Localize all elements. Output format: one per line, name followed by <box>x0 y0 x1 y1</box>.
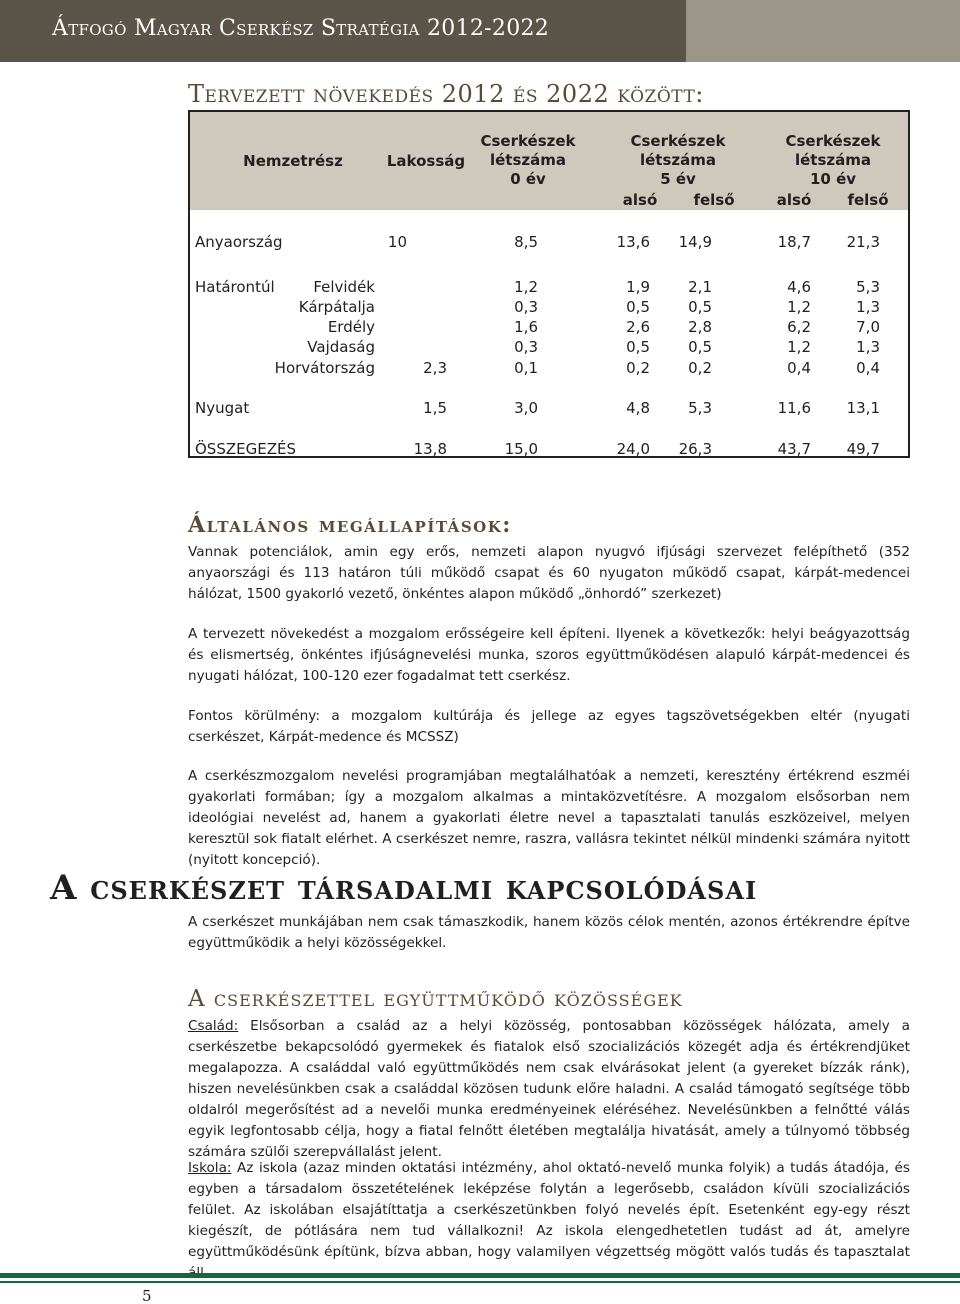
table-header <box>190 112 908 210</box>
col-scouts-10-line2: létszáma <box>794 151 872 169</box>
row-name: Nyugat <box>195 399 250 417</box>
col-scouts-0 <box>468 132 588 189</box>
row-y0: 3,0 <box>514 399 538 417</box>
sub-y5u: 0,2 <box>688 359 712 377</box>
header-title: Átfogó Magyar Cserkész Stratégia 2012-2022 <box>52 16 550 41</box>
sub-y0: 0,3 <box>514 338 538 356</box>
row-pop: 10 <box>387 233 407 251</box>
row-y5l: 13,6 <box>616 233 650 251</box>
findings-paragraph-2: A tervezett növekedést a mozgalom erősségeire kell építeni. Ilyenek a következők: helyi beágyazottság és elismertség, önkéntes ifjúságnevelési munka, szoros együttműködésen alapuló kárpát-medencei és nyugati hálózat, 100-120 ezer fogadalmat tett cserkész. <box>188 626 910 684</box>
family-paragraph <box>188 1016 910 1163</box>
findings-paragraph-4: A cserkészmozgalom nevelési programjában megtalálhatóak a nemzeti, keresztény értékrend eszméi gyakorlati formában; így a mozgalom alkalmas a mintaközvetítésre. A mozgalom elsősorban nem ideológiai nevelést ad, hanem a gyakorlati életre nevel a tapasztalati tanulás eszközeivel, melyen keresztül sok fiatalt elérhet. A cserkészet nemre, raszra, vallásra tekintet nélkül mindenki számára nyitott (nyitott koncepció). <box>188 768 910 868</box>
col-population: Lakosság <box>386 152 466 170</box>
row-y10l: 11,6 <box>777 399 811 417</box>
sub-y0: 1,6 <box>514 318 538 336</box>
sub-name-karpatalja: Kárpátalja <box>298 298 375 316</box>
row-y10u: 13,1 <box>846 399 880 417</box>
school-label: Iskola: <box>188 1160 232 1176</box>
row-y10u: 21,3 <box>846 233 880 251</box>
row-y5l: 24,0 <box>616 440 650 458</box>
col-nation: Nemzetrész <box>243 152 343 170</box>
row-pop: 2,3 <box>423 359 447 377</box>
footer-rule-thick <box>0 1273 960 1278</box>
findings-heading: Általános megállapítások: <box>188 512 512 538</box>
sub-y5l: 0,2 <box>626 359 650 377</box>
community-heading: A cserkészettel együttműködő közösségek <box>188 986 683 1012</box>
col-scouts-10 <box>773 132 893 189</box>
col-scouts-0-line1: Cserkészek <box>480 132 576 150</box>
sub-y0: 0,1 <box>514 359 538 377</box>
col-10-upper: felső <box>847 191 889 209</box>
sub-y5u: 2,8 <box>688 318 712 336</box>
row-pop: 13,8 <box>413 440 447 458</box>
row-y0: 15,0 <box>504 440 538 458</box>
sub-y0: 0,3 <box>514 298 538 316</box>
sub-name-vajdasag: Vajdaság <box>307 338 375 356</box>
row-y5u: 26,3 <box>678 440 712 458</box>
footer-rule-thin <box>0 1281 960 1283</box>
sub-y10l: 1,2 <box>787 338 811 356</box>
social-heading: A cserkészet társadalmi kapcsolódásai <box>50 868 758 908</box>
col-scouts-5-line2: létszáma <box>639 151 717 169</box>
sub-y10u: 5,3 <box>856 278 880 296</box>
sub-y10u: 1,3 <box>856 338 880 356</box>
sub-y10l: 0,4 <box>787 359 811 377</box>
col-scouts-10-line1: Cserkészek <box>785 132 881 150</box>
row-name: ÖSSZEGEZÉS <box>195 440 296 458</box>
sub-y10u: 7,0 <box>856 318 880 336</box>
growth-table <box>188 110 910 458</box>
sub-y10l: 1,2 <box>787 298 811 316</box>
col-5-upper: felső <box>693 191 735 209</box>
col-scouts-0-line3: 0 év <box>510 170 546 188</box>
sub-y0: 1,2 <box>514 278 538 296</box>
findings-paragraph-3: Fontos körülmény: a mozgalom kultúrája és jellege az egyes tagszövetségekben eltér (nyugati cserkészet, Kárpát-medence és MCSSZ) <box>188 708 910 745</box>
sub-name-felvidek: Felvidék <box>313 278 375 296</box>
header-left-panel <box>0 0 686 62</box>
social-paragraph: A cserkészet munkájában nem csak támaszkodik, hanem közös célok mentén, azonos értékrendre építve együttműködik a helyi közösségekkel. <box>188 914 910 951</box>
school-text: Az iskola (azaz minden oktatási intézmény, ahol oktató-nevelő munka folyik) a tudás átadója, és egyben a társadalom összetételének leképzése folytán a legerősebb, családon kívüli szocializációs felület. Az iskolában elsajátíttatja a cserkészetünkben folyó nevelés épít. Esetenként egy-egy részt kiegészít, de pótlására nem tud vállalkozni! Az iskola elengedhetetlen tudást ad át, amelyre együttműködésünk építünk, bízva abban, hogy valamilyen végzettség mögött valós tudás és tapasztalat <box>188 1160 910 1260</box>
sub-name-erdely: Erdély <box>327 318 375 336</box>
sub-y10u: 1,3 <box>856 298 880 316</box>
sub-name-horvatorszag: Horvátország <box>274 359 375 377</box>
row-y5l: 4,8 <box>626 399 650 417</box>
sub-y10l: 6,2 <box>787 318 811 336</box>
family-text: Elsősorban a család az a helyi közösség, pontosabban közösségek hálózata, amely a cserkészetbe bekapcsolódó gyermekek és fiatalok első szocializációs közegét adja és értékrendjüket megalapozza. A családdal való együttműködés nem csak elvárásokat jelent (a gyereket bízzák ránk), hiszen nevelésünkben csak a családdal közösen tudunk előre haladni. A család támogató segítsége több oldalról megerősítést ad a nevelői munka eredményeinek eléréséhez. Nevelésünkben a felnőtté válás egyik legfontosabb célja, hogy a fiatal felnőtt életében megtalálja hivatását, amely a túlnyomó többség számára szülői szerepvállalást jelent. <box>188 1018 910 1160</box>
col-scouts-10-line3: 10 év <box>809 170 857 188</box>
row-y5u: 14,9 <box>678 233 712 251</box>
header-bar <box>0 0 960 62</box>
growth-heading: Tervezett növekedés 2012 és 2022 között: <box>188 80 704 108</box>
sub-y5u: 2,1 <box>688 278 712 296</box>
school-paragraph <box>188 1158 910 1284</box>
row-y10l: 18,7 <box>777 233 811 251</box>
header-right-panel <box>686 0 960 62</box>
col-scouts-5-line1: Cserkészek <box>630 132 726 150</box>
row-name: Határontúl <box>195 278 275 296</box>
sub-y5u: 0,5 <box>688 298 712 316</box>
row-y10u: 49,7 <box>846 440 880 458</box>
sub-y5l: 0,5 <box>626 338 650 356</box>
col-10-lower: alsó <box>776 191 812 209</box>
col-scouts-5-line3: 5 év <box>660 170 696 188</box>
col-scouts-0-line2: létszáma <box>489 151 567 169</box>
sub-y10u: 0,4 <box>856 359 880 377</box>
sub-y5l: 1,9 <box>626 278 650 296</box>
row-y10l: 43,7 <box>777 440 811 458</box>
page-number: 5 <box>142 1287 152 1304</box>
findings-paragraph-1: Vannak potenciálok, amin egy erős, nemzeti alapon nyugvó ifjúsági szervezet felépíthető (352 anyaországi és 113 határon túli működő csapat és 60 nyugaton működő csapat, kárpát-medencei hálózat, 1500 gyakorló vezető, önkéntes alapon működő „önhordó” szerkezet) <box>188 544 910 602</box>
sub-y5u: 0,5 <box>688 338 712 356</box>
col-5-lower: alsó <box>622 191 658 209</box>
row-y0: 8,5 <box>514 233 538 251</box>
sub-y5l: 2,6 <box>626 318 650 336</box>
row-pop: 1,5 <box>423 399 447 417</box>
col-scouts-5 <box>618 132 738 189</box>
sub-y5l: 0,5 <box>626 298 650 316</box>
sub-y10l: 4,6 <box>787 278 811 296</box>
family-label: Család: <box>188 1018 239 1034</box>
row-name: Anyaország <box>195 233 283 251</box>
row-y5u: 5,3 <box>688 399 712 417</box>
